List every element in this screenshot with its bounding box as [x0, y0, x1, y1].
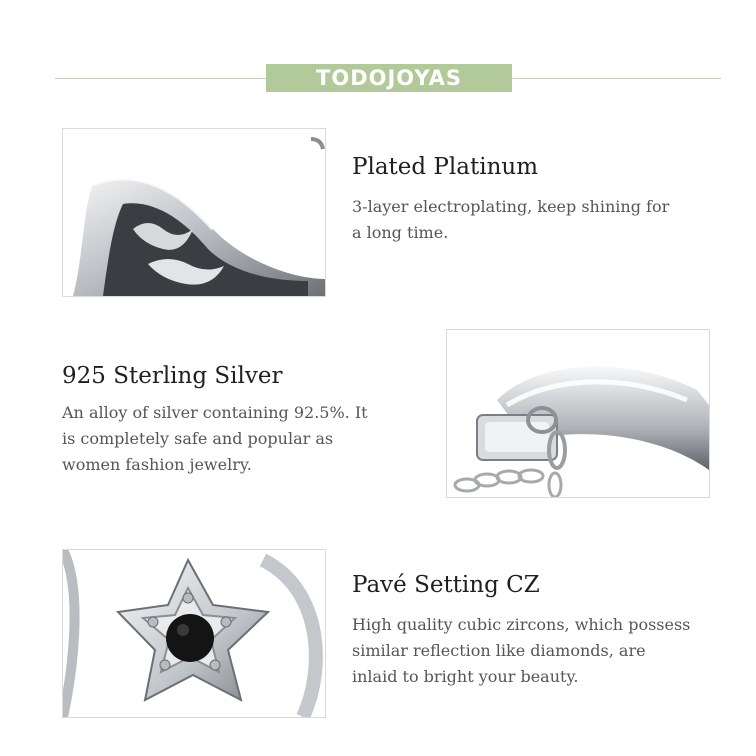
feature-image-plated-platinum	[62, 128, 326, 297]
feature-desc-plated-platinum	[352, 194, 712, 246]
clasp-chain-closeup-icon	[447, 330, 709, 497]
brand-banner: TODOJOYAS	[266, 64, 512, 92]
star-zircon-closeup-icon	[63, 550, 325, 717]
desc-line: women fashion jewelry.	[62, 455, 252, 474]
desc-line: An alloy of silver containing 92.5%. It	[62, 403, 368, 422]
feature-title-pave-setting: Pavé Setting CZ	[352, 572, 540, 598]
feature-title-sterling-silver: 925 Sterling Silver	[62, 363, 283, 389]
crescent-ring-closeup-icon	[63, 129, 325, 296]
feature-desc-pave-setting	[352, 612, 732, 690]
desc-line: High quality cubic zircons, which possess	[352, 615, 691, 634]
feature-title-plated-platinum: Plated Platinum	[352, 154, 539, 180]
feature-image-sterling-silver	[446, 329, 710, 498]
desc-line: is completely safe and popular as	[62, 429, 334, 448]
desc-line: a long time.	[352, 223, 449, 242]
feature-desc-sterling-silver	[62, 400, 412, 478]
desc-line: inlaid to bright your beauty.	[352, 667, 579, 686]
feature-image-pave-setting	[62, 549, 326, 718]
desc-line: 3-layer electroplating, keep shining for	[352, 197, 670, 216]
desc-line: similar reflection like diamonds, are	[352, 641, 646, 660]
